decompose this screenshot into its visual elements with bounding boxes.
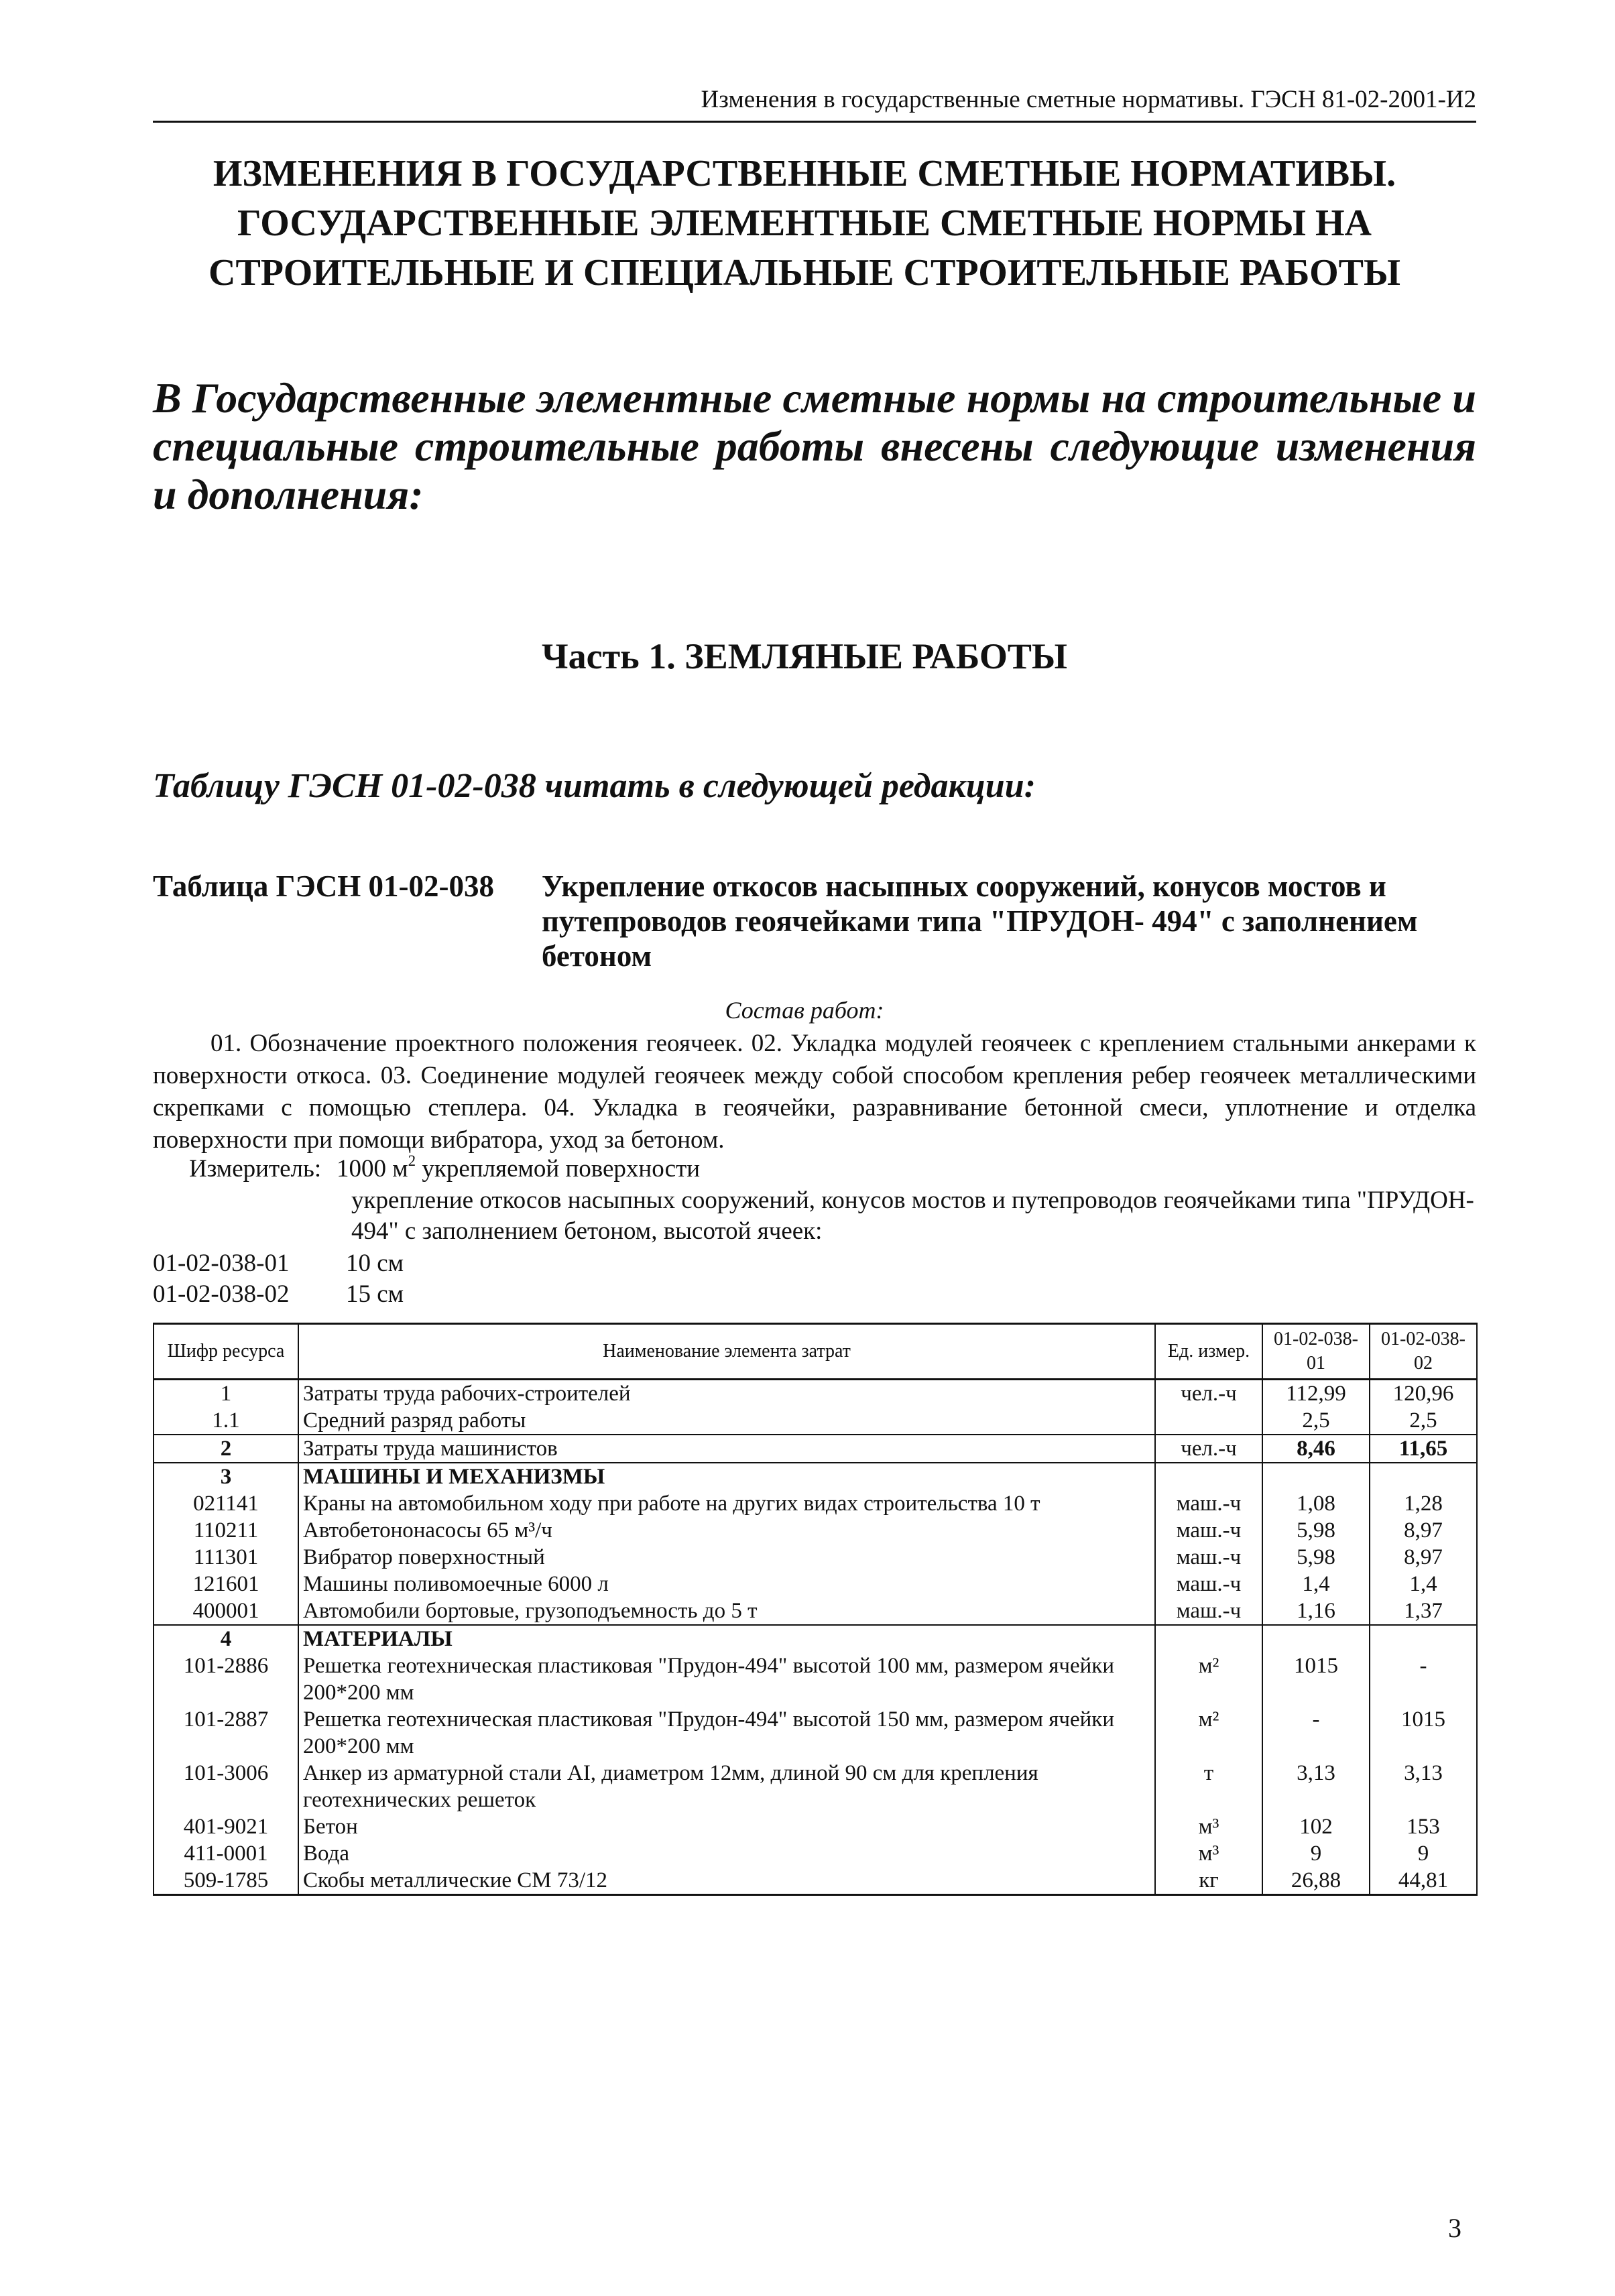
variant-code: 01-02-038-01	[153, 1250, 290, 1277]
cell-name: Автомобили бортовые, грузоподъемность до 5 т	[298, 1597, 1155, 1625]
cell-value-02: 1015	[1370, 1706, 1477, 1760]
variant-value: 15 см	[346, 1280, 404, 1308]
cell-value-02	[1370, 1625, 1477, 1652]
part-title: Часть 1. ЗЕМЛЯНЫЕ РАБОТЫ	[542, 636, 1067, 676]
cell-value-01	[1262, 1625, 1370, 1652]
cell-name: Решетка геотехническая пластиковая "Прудон-494" высотой 150 мм, размером ячейки 200*200 мм	[298, 1706, 1155, 1760]
cell-name: Затраты труда машинистов	[298, 1435, 1155, 1463]
cell-value-01: 5,98	[1262, 1517, 1370, 1544]
cell-code: 411-0001	[154, 1840, 298, 1867]
cell-name: Затраты труда рабочих-строителей	[298, 1380, 1155, 1408]
cell-name: Краны на автомобильном ходу при работе на других видах строительства 10 т	[298, 1490, 1155, 1517]
table-row	[154, 1840, 1477, 1867]
table-row	[154, 1380, 1477, 1408]
resource-table	[153, 1323, 1478, 1896]
cell-value-02: 11,65	[1370, 1435, 1477, 1463]
main-title-line-2: ГОСУДАРСТВЕННЫЕ ЭЛЕМЕНТНЫЕ СМЕТНЫЕ НОРМЫ НА	[237, 202, 1372, 244]
page-number: 3	[1448, 2213, 1461, 2243]
cell-name: Анкер из арматурной стали AI, диаметром 12мм, длиной 90 см для крепления геотехнических решеток	[298, 1760, 1155, 1813]
cell-name: Средний разряд работы	[298, 1407, 1155, 1435]
cell-value-02: 44,81	[1370, 1867, 1477, 1895]
cell-code: 101-2887	[154, 1706, 298, 1760]
cell-name: Вода	[298, 1840, 1155, 1867]
cell-value-02: 1,37	[1370, 1597, 1477, 1625]
cell-value-01: 26,88	[1262, 1867, 1370, 1895]
cell-unit	[1155, 1463, 1262, 1490]
cell-unit: маш.-ч	[1155, 1597, 1262, 1625]
table-row	[154, 1597, 1477, 1625]
variant-code: 01-02-038-02	[153, 1280, 290, 1308]
cell-unit: маш.-ч	[1155, 1517, 1262, 1544]
cell-code: 509-1785	[154, 1867, 298, 1895]
main-title-line-1: ИЗМЕНЕНИЯ В ГОСУДАРСТВЕННЫЕ СМЕТНЫЕ НОРМАТИВЫ.	[213, 153, 1396, 194]
cell-code: 1.1	[154, 1407, 298, 1435]
header-unit: Ед. измер.	[1155, 1324, 1262, 1380]
table-row	[154, 1706, 1477, 1760]
cell-value-02	[1370, 1463, 1477, 1490]
cell-unit	[1155, 1407, 1262, 1435]
cell-value-01: 102	[1262, 1813, 1370, 1840]
meter-description: укрепление откосов насыпных сооружений, конусов мостов и путепроводов геоячейками типа "ПРУДОН- 494" с заполнением бетоном, высотой ячеек:	[351, 1187, 1474, 1245]
cell-unit: чел.-ч	[1155, 1380, 1262, 1408]
table-header-row	[154, 1324, 1477, 1380]
cell-code: 400001	[154, 1597, 298, 1625]
cell-code: 110211	[154, 1517, 298, 1544]
meter-value: 1000 $м^2$ укрепляемой поверхности	[337, 1152, 701, 1183]
intro-paragraph: В Государственные элементные сметные нормы на строительные и специальные строительные работы внесены следующие изменения и дополнения:	[153, 374, 1476, 518]
cell-value-02: 153	[1370, 1813, 1477, 1840]
cell-name: Автобетононасосы 65 м³/ч	[298, 1517, 1155, 1544]
cell-code: 2	[154, 1435, 298, 1463]
header-name: Наименование элемента затрат	[298, 1324, 1155, 1380]
cell-unit: м³	[1155, 1813, 1262, 1840]
cell-code: 401-9021	[154, 1813, 298, 1840]
table-row	[154, 1435, 1477, 1463]
cell-unit: кг	[1155, 1867, 1262, 1895]
cell-value-02: 1,4	[1370, 1571, 1477, 1597]
cell-unit: маш.-ч	[1155, 1490, 1262, 1517]
cell-unit: т	[1155, 1760, 1262, 1813]
cell-value-02: -	[1370, 1652, 1477, 1706]
section-row	[154, 1625, 1477, 1652]
table-row	[154, 1813, 1477, 1840]
table-row	[154, 1517, 1477, 1544]
table-row	[154, 1571, 1477, 1597]
section-row	[154, 1463, 1477, 1490]
cell-code: 111301	[154, 1544, 298, 1571]
cell-value-01	[1262, 1463, 1370, 1490]
header-col-01: 01-02-038-01	[1262, 1324, 1370, 1380]
header-col-02: 01-02-038-02	[1370, 1324, 1477, 1380]
cell-value-01: 1,16	[1262, 1597, 1370, 1625]
cell-code: 4	[154, 1625, 298, 1652]
cell-code: 121601	[154, 1571, 298, 1597]
main-title	[134, 149, 1475, 298]
cell-value-02: 120,96	[1370, 1380, 1477, 1408]
cell-value-02: 8,97	[1370, 1544, 1477, 1571]
cell-code: 1	[154, 1380, 298, 1408]
cell-value-01: 1015	[1262, 1652, 1370, 1706]
cell-value-01: 8,46	[1262, 1435, 1370, 1463]
cell-code: 3	[154, 1463, 298, 1490]
variant-value: 10 см	[346, 1250, 404, 1277]
meter-label: Измеритель:	[189, 1155, 322, 1183]
meter-row	[189, 1153, 700, 1185]
cell-unit: маш.-ч	[1155, 1571, 1262, 1597]
cell-value-01: -	[1262, 1706, 1370, 1760]
cell-unit	[1155, 1625, 1262, 1652]
cell-unit: чел.-ч	[1155, 1435, 1262, 1463]
cell-unit: м³	[1155, 1840, 1262, 1867]
cell-value-01: 1,4	[1262, 1571, 1370, 1597]
cell-unit: м²	[1155, 1652, 1262, 1706]
table-row	[154, 1867, 1477, 1895]
table-row	[154, 1544, 1477, 1571]
table-heading-code: Таблица ГЭСН 01-02-038	[153, 869, 494, 903]
table-row	[154, 1490, 1477, 1517]
cell-name: Вибратор поверхностный	[298, 1544, 1155, 1571]
cell-value-01: 5,98	[1262, 1544, 1370, 1571]
cell-code: 021141	[154, 1490, 298, 1517]
cell-value-02: 2,5	[1370, 1407, 1477, 1435]
cell-name: Бетон	[298, 1813, 1155, 1840]
table-heading-title: Укрепление откосов насыпных сооружений, конусов мостов и путепроводов геоячейками типа "ПРУДОН- 494" с заполнением бетоном	[542, 869, 1418, 973]
cell-value-02: 1,28	[1370, 1490, 1477, 1517]
cell-value-02: 9	[1370, 1840, 1477, 1867]
running-header: Изменения в государственные сметные нормативы. ГЭСН 81-02-2001-И2	[153, 79, 1476, 123]
cell-value-01: 2,5	[1262, 1407, 1370, 1435]
cell-value-01: 3,13	[1262, 1760, 1370, 1813]
main-title-line-3: СТРОИТЕЛЬНЫЕ И СПЕЦИАЛЬНЫЕ СТРОИТЕЛЬНЫЕ РАБОТЫ	[208, 252, 1400, 294]
cell-value-02: 8,97	[1370, 1517, 1477, 1544]
cell-name: Скобы металлические СМ 73/12	[298, 1867, 1155, 1895]
cell-code: 101-2886	[154, 1652, 298, 1706]
composition-text: 01. Обозначение проектного положения геоячеек. 02. Укладка модулей геоячеек с креплением стальными анкерами к поверхности откоса. 03. Соединение модулей геоячеек между собой способом крепления ребер геоячеек металлическими скрепками с помощью степлера. 04. Укладка в геоячейки, разравнивание бетонной смеси, уплотнение и отделка поверхности при помощи вибратора, уход за бетоном.	[153, 1030, 1476, 1154]
cell-name: МАТЕРИАЛЫ	[298, 1625, 1155, 1652]
variant-row	[153, 1248, 404, 1279]
cell-code: 101-3006	[154, 1760, 298, 1813]
cell-name: Решетка геотехническая пластиковая "Прудон-494" высотой 100 мм, размером ячейки 200*200 мм	[298, 1652, 1155, 1706]
cell-value-01: 1,08	[1262, 1490, 1370, 1517]
composition-label: Состав работ:	[725, 997, 884, 1024]
cell-name: МАШИНЫ И МЕХАНИЗМЫ	[298, 1463, 1155, 1490]
cell-value-01: 112,99	[1262, 1380, 1370, 1408]
cell-unit: м²	[1155, 1706, 1262, 1760]
cell-value-02: 3,13	[1370, 1760, 1477, 1813]
cell-name: Машины поливомоечные 6000 л	[298, 1571, 1155, 1597]
variant-row	[153, 1279, 404, 1310]
table-row	[154, 1407, 1477, 1435]
header-code: Шифр ресурса	[154, 1324, 298, 1380]
cell-value-01: 9	[1262, 1840, 1370, 1867]
table-row	[154, 1760, 1477, 1813]
table-row	[154, 1652, 1477, 1706]
read-as-note: Таблицу ГЭСН 01-02-038 читать в следующей редакции:	[153, 767, 1036, 805]
cell-unit: маш.-ч	[1155, 1544, 1262, 1571]
